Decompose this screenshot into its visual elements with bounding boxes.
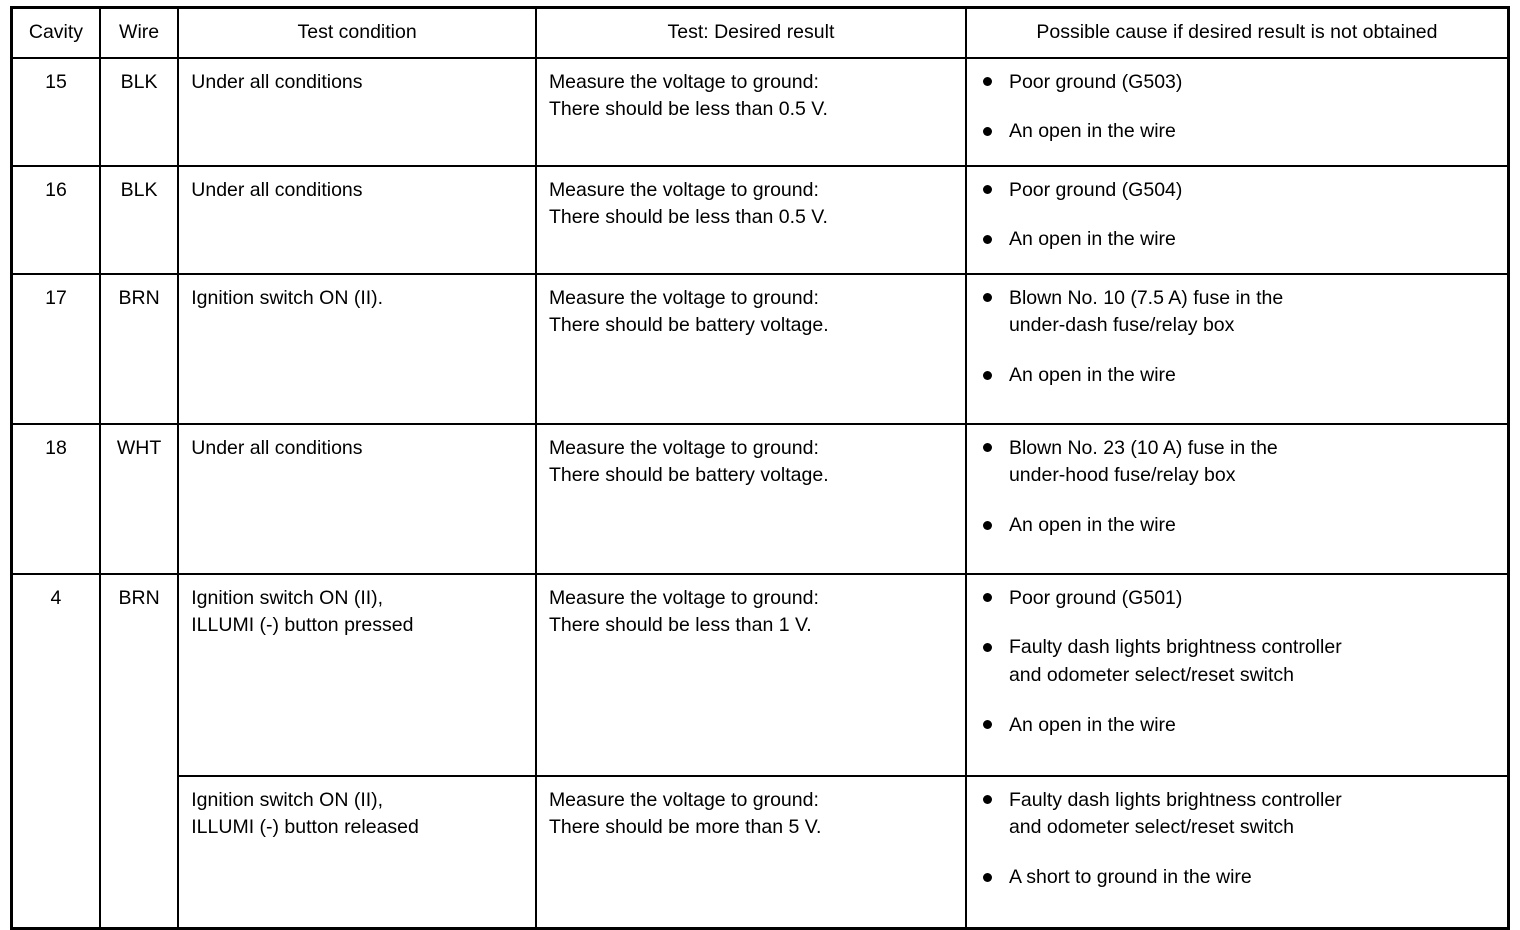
list-item xyxy=(979,634,1495,689)
document-page xyxy=(0,6,1520,928)
column-header-cavity: Cavity xyxy=(12,8,100,58)
text-line: There should be less than 0.5 V. xyxy=(548,98,828,121)
list-item xyxy=(979,285,1495,340)
bullet-icon xyxy=(983,371,992,380)
cell-test-result xyxy=(536,58,966,166)
table-row xyxy=(12,58,1509,166)
list-item xyxy=(979,362,1495,390)
cell-test-result xyxy=(536,776,966,929)
cell-cavity: 18 xyxy=(12,424,100,574)
table-body xyxy=(12,58,1509,929)
list-item xyxy=(979,864,1495,892)
text-line: under-hood fuse/relay box xyxy=(1008,464,1236,487)
cell-possible-cause xyxy=(966,166,1509,274)
bullet-icon xyxy=(983,643,992,652)
cause-list xyxy=(979,285,1495,390)
text-line: An open in the wire xyxy=(1008,364,1176,387)
text-line: Poor ground (G501) xyxy=(1008,586,1183,609)
cell-test-condition xyxy=(178,166,536,274)
cell-test-condition xyxy=(178,274,536,424)
bullet-icon xyxy=(983,293,992,302)
text-line: Blown No. 23 (10 A) fuse in the xyxy=(1008,436,1278,459)
text-line: ILLUMI (-) button released xyxy=(191,816,419,839)
list-item xyxy=(979,787,1495,842)
cell-wire: BRN xyxy=(100,274,178,424)
list-item xyxy=(979,512,1495,540)
cause-list xyxy=(979,585,1495,740)
list-item xyxy=(979,585,1495,613)
text-line: Poor ground (G503) xyxy=(1008,70,1183,93)
cell-wire: WHT xyxy=(100,424,178,574)
bullet-icon xyxy=(983,521,992,530)
bullet-icon xyxy=(983,235,992,244)
text-line: There should be less than 1 V. xyxy=(548,614,812,637)
troubleshooting-table xyxy=(10,6,1510,930)
text-line: Blown No. 10 (7.5 A) fuse in the xyxy=(1008,286,1284,309)
bullet-icon xyxy=(983,720,992,729)
cell-wire: BLK xyxy=(100,166,178,274)
list-item xyxy=(979,435,1495,490)
cell-test-condition xyxy=(178,574,536,776)
cell-possible-cause xyxy=(966,424,1509,574)
text-line: Measure the voltage to ground: xyxy=(548,788,819,811)
cause-list xyxy=(979,787,1495,892)
cell-test-result xyxy=(536,166,966,274)
cell-test-result xyxy=(536,274,966,424)
text-line: Under all conditions xyxy=(191,436,363,459)
table-row xyxy=(12,424,1509,574)
cell-possible-cause xyxy=(966,574,1509,776)
column-header-wire: Wire xyxy=(100,8,178,58)
bullet-icon xyxy=(983,443,992,452)
table-row xyxy=(12,274,1509,424)
text-line: under-dash fuse/relay box xyxy=(1008,314,1235,337)
text-line: Ignition switch ON (II), xyxy=(191,586,384,609)
table-row xyxy=(12,166,1509,274)
column-header-test-desired-result: Test: Desired result xyxy=(536,8,966,58)
text-line: and odometer select/reset switch xyxy=(1008,816,1294,839)
cell-cavity: 15 xyxy=(12,58,100,166)
text-line: Ignition switch ON (II). xyxy=(191,286,384,309)
bullet-icon xyxy=(983,795,992,804)
table-header xyxy=(12,8,1509,58)
text-line: An open in the wire xyxy=(1008,514,1176,537)
text-line: Faulty dash lights brightness controller xyxy=(1008,788,1342,811)
text-line: There should be battery voltage. xyxy=(548,314,829,337)
text-line: Measure the voltage to ground: xyxy=(548,70,819,93)
text-line: Measure the voltage to ground: xyxy=(548,586,819,609)
text-line: Faulty dash lights brightness controller xyxy=(1008,636,1342,659)
cell-cavity: 16 xyxy=(12,166,100,274)
list-item xyxy=(979,69,1495,97)
text-line: Under all conditions xyxy=(191,178,363,201)
text-line: A short to ground in the wire xyxy=(1008,866,1252,889)
cell-wire: BRN xyxy=(100,574,178,929)
cell-test-result xyxy=(536,574,966,776)
text-line: An open in the wire xyxy=(1008,713,1176,736)
cause-list xyxy=(979,69,1495,146)
bullet-icon xyxy=(983,127,992,136)
header-row xyxy=(12,8,1509,58)
cell-cavity: 4 xyxy=(12,574,100,929)
text-line: There should be battery voltage. xyxy=(548,464,829,487)
column-header-possible-cause: Possible cause if desired result is not obtained xyxy=(966,8,1509,58)
text-line: Measure the voltage to ground: xyxy=(548,178,819,201)
text-line: An open in the wire xyxy=(1008,228,1176,251)
cell-possible-cause xyxy=(966,776,1509,929)
text-line: There should be less than 0.5 V. xyxy=(548,206,828,229)
list-item xyxy=(979,177,1495,205)
text-line: and odometer select/reset switch xyxy=(1008,664,1294,687)
bullet-icon xyxy=(983,77,992,86)
text-line: ILLUMI (-) button pressed xyxy=(191,614,414,637)
bullet-icon xyxy=(983,873,992,882)
text-line: Measure the voltage to ground: xyxy=(548,286,819,309)
cell-test-condition xyxy=(178,58,536,166)
table-row xyxy=(12,776,1509,929)
list-item xyxy=(979,226,1495,254)
table-row xyxy=(12,574,1509,776)
text-line: There should be more than 5 V. xyxy=(548,816,822,839)
cause-list xyxy=(979,177,1495,254)
cell-possible-cause xyxy=(966,274,1509,424)
cell-test-condition xyxy=(178,424,536,574)
list-item xyxy=(979,712,1495,740)
cell-cavity: 17 xyxy=(12,274,100,424)
text-line: An open in the wire xyxy=(1008,120,1176,143)
cell-test-result xyxy=(536,424,966,574)
text-line: Ignition switch ON (II), xyxy=(191,788,384,811)
text-line: Measure the voltage to ground: xyxy=(548,436,819,459)
bullet-icon xyxy=(983,185,992,194)
text-line: Poor ground (G504) xyxy=(1008,178,1183,201)
cell-wire: BLK xyxy=(100,58,178,166)
cause-list xyxy=(979,435,1495,540)
column-header-test-condition: Test condition xyxy=(178,8,536,58)
cell-possible-cause xyxy=(966,58,1509,166)
bullet-icon xyxy=(983,593,992,602)
list-item xyxy=(979,118,1495,146)
cell-test-condition xyxy=(178,776,536,929)
text-line: Under all conditions xyxy=(191,70,363,93)
